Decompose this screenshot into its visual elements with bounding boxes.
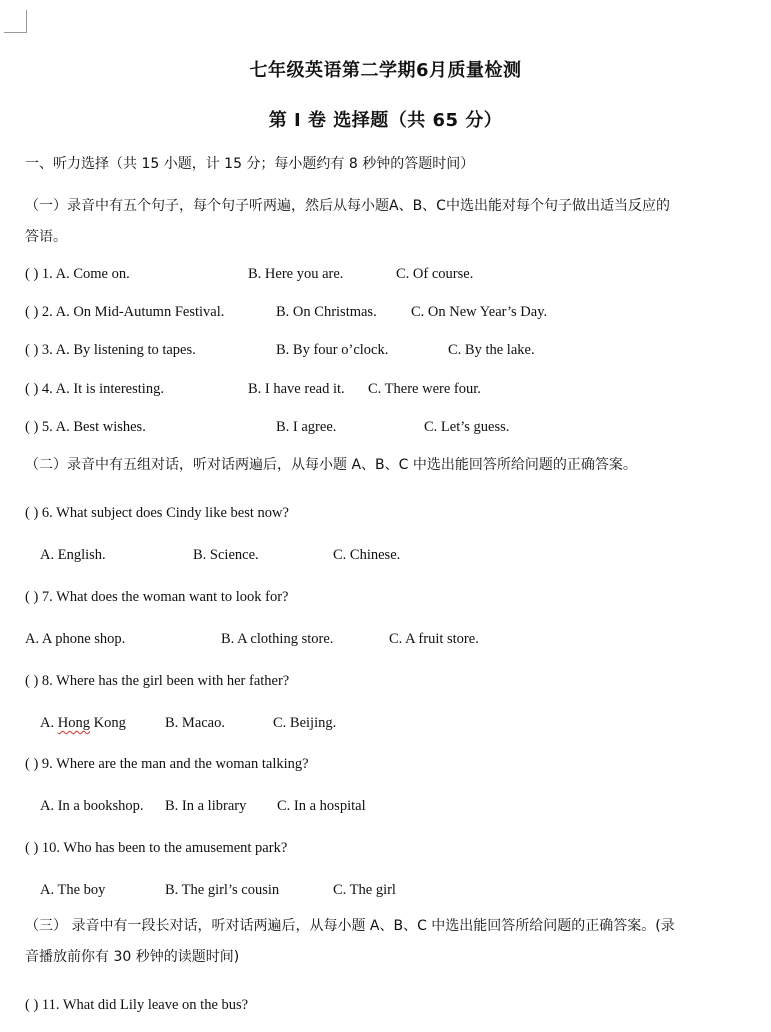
question-3-option-c: C. By the lake. xyxy=(448,342,535,358)
part3-instructions-line1: （三） 录音中有一段长对话，听对话两遍后，从每小题 A、B、C 中选出能回答所给问题的正确答案。(录 xyxy=(25,918,675,934)
question-4-option-c: C. There were four. xyxy=(368,381,481,397)
question-4-option-b: B. I have read it. xyxy=(248,381,345,397)
question-8-option-c: C. Beijing. xyxy=(273,715,337,731)
page-title: 七年级英语第二学期6月质量检测 xyxy=(249,60,522,81)
question-2-option-b: B. On Christmas. xyxy=(276,304,377,320)
question-10-stem: ( ) 10. Who has been to the amusement park? xyxy=(25,840,288,856)
question-5-option-c: C. Let’s guess. xyxy=(424,419,510,435)
question-6-option-a: A. English. xyxy=(40,547,106,563)
question-3-option-a: ( ) 3. A. By listening to tapes. xyxy=(25,342,196,358)
question-2-option-c: C. On New Year’s Day. xyxy=(411,304,548,320)
question-1-option-a: ( ) 1. A. Come on. xyxy=(25,266,130,282)
question-7-option-b: B. A clothing store. xyxy=(221,631,334,647)
question-3-option-b: B. By four o’clock. xyxy=(276,342,389,358)
question-4-option-a: ( ) 4. A. It is interesting. xyxy=(25,381,164,397)
question-1-option-b: B. Here you are. xyxy=(248,266,344,282)
question-9-option-c: C. In a hospital xyxy=(277,798,366,814)
section-heading-listening: 一、听力选择（共 15 小题，计 15 分；每小题约有 8 秒钟的答题时间） xyxy=(25,156,475,172)
question-7-stem: ( ) 7. What does the woman want to look for? xyxy=(25,589,289,605)
question-5-option-b: B. I agree. xyxy=(276,419,337,435)
part1-instructions-line1: （一）录音中有五个句子，每个句子听两遍，然后从每小题A、B、C中选出能对每个句子做出适当反应的 xyxy=(25,198,670,214)
question-9-stem: ( ) 9. Where are the man and the woman talking? xyxy=(25,756,309,772)
question-8-option-b: B. Macao. xyxy=(165,715,225,731)
page-corner-mark xyxy=(4,10,27,33)
question-10-option-b: B. The girl’s cousin xyxy=(165,882,280,898)
question-6-option-c: C. Chinese. xyxy=(333,547,401,563)
question-11-stem: ( ) 11. What did Lily leave on the bus? xyxy=(25,997,249,1013)
question-8-option-a-suffix: Kong xyxy=(89,715,126,731)
question-10-option-c: C. The girl xyxy=(333,882,396,898)
question-6-stem: ( ) 6. What subject does Cindy like best now? xyxy=(25,505,289,521)
question-2-option-a: ( ) 2. A. On Mid-Autumn Festival. xyxy=(25,304,225,320)
part1-instructions-line2: 答语。 xyxy=(25,229,67,245)
question-7-option-a: A. A phone shop. xyxy=(25,631,126,647)
part3-instructions-line2: 音播放前你有 30 秒钟的读题时间) xyxy=(25,949,240,965)
page-subtitle: 第 I 卷 选择题（共 65 分） xyxy=(268,110,503,131)
question-8-option-a xyxy=(40,713,126,733)
question-8-stem: ( ) 8. Where has the girl been with her father? xyxy=(25,673,290,689)
question-10-option-a: A. The boy xyxy=(40,882,106,898)
question-9-option-a: A. In a bookshop. xyxy=(40,798,144,814)
question-6-option-b: B. Science. xyxy=(193,547,259,563)
question-7-option-c: C. A fruit store. xyxy=(389,631,479,647)
question-8-option-a-prefix: A. xyxy=(40,715,58,731)
question-1-option-c: C. Of course. xyxy=(396,266,474,282)
question-5-option-a: ( ) 5. A. Best wishes. xyxy=(25,419,146,435)
part2-instructions: （二）录音中有五组对话，听对话两遍后，从每小题 A、B、C 中选出能回答所给问题的正确答案。 xyxy=(25,457,637,473)
spellcheck-underlined-word: Hong xyxy=(57,715,90,731)
question-9-option-b: B. In a library xyxy=(165,798,247,814)
